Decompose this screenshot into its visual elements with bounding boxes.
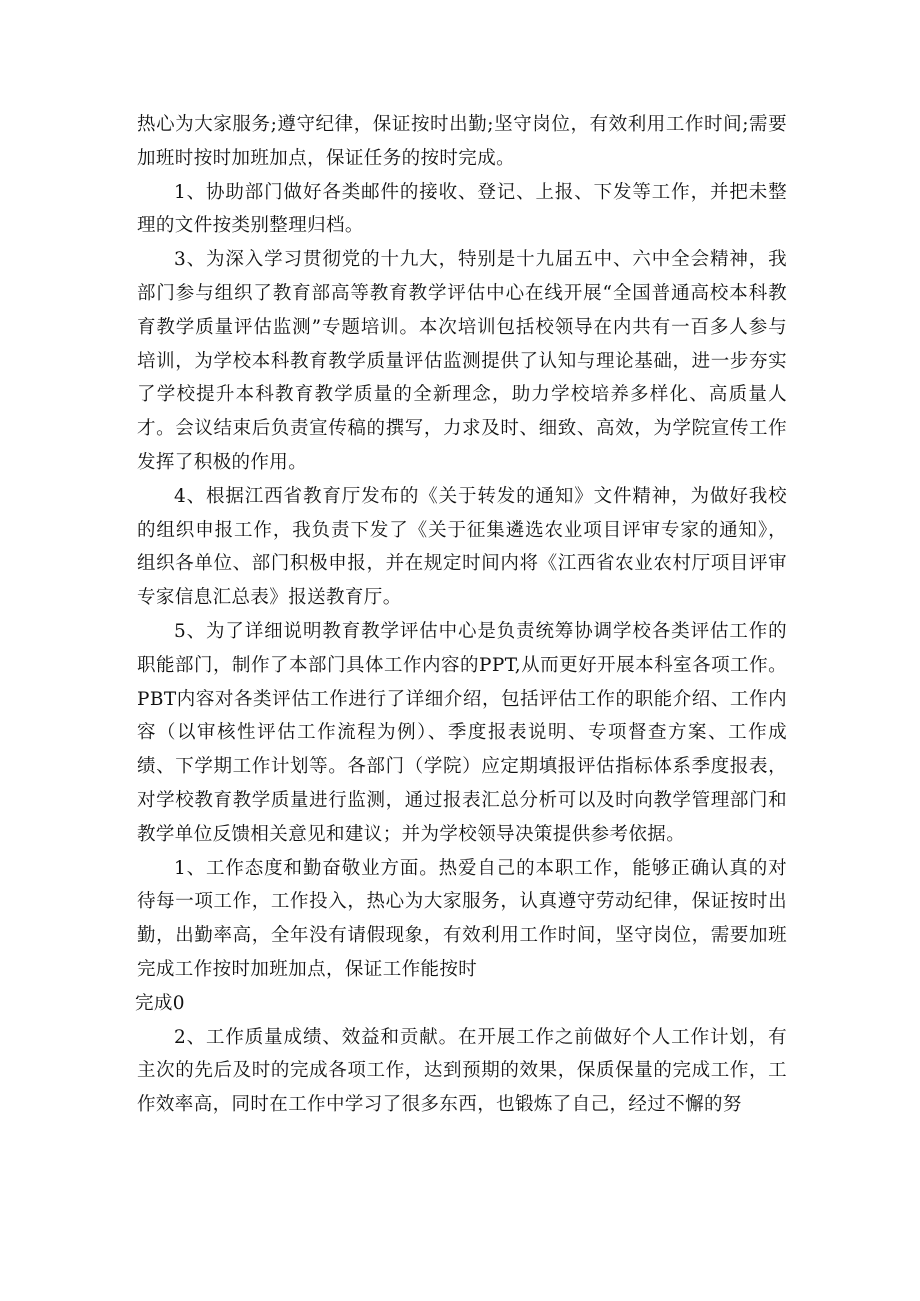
paragraph-item-expert-application: 4、根据江西省教育厅发布的《关于转发的通知》文件精神，为做好我校的组织申报工作，我负责下发了《关于征集遴选农业项目评审专家的通知》，组织各单位、部门积极申报，并在规定时间内将《江西省农业农村厅项目评审专家信息汇总表》报送教育厅。 — [137, 485, 787, 609]
paragraph-item-mail: 1、协助部门做好各类邮件的接收、登记、上报、下发等工作，并把未整理的文件按类别整理归档。 — [137, 181, 787, 237]
paragraph-item-training: 3、为深入学习贯彻党的十九大，特别是十九届五中、六中全会精神，我部门参与组织了教育部高等教育教学评估中心在线开展“全国普通高校本科教育教学质量评估监测”专题培训。本次培训包括校领导在内共有一百多人参与培训，为学校本科教育教学质量评估监测提供了认知与理论基础，进一步夯实了学校提升本科教育教学质量的全新理念，助力学校培养多样化、高质量人才。会议结束后负责宣传稿的撰写，力求及时、细致、高效，为学院宣传工作发挥了积极的作用。 — [137, 249, 787, 473]
paragraph-work-quality: 2、工作质量成绩、效益和贡献。在开展工作之前做好个人工作计划，有主次的先后及时的完成各项工作，达到预期的效果，保质保量的完成工作，工作效率高，同时在工作中学习了很多东西，也锻炼了自己，经过不懈的努 — [137, 1026, 787, 1116]
paragraph-intro: 热心为大家服务;遵守纪律，保证按时出勤;坚守岗位，有效利用工作时间;需要加班时按时加班加点，保证任务的按时完成。 — [137, 114, 787, 169]
paragraph-orphan-line: 完成0 — [135, 992, 185, 1014]
paragraph-work-attitude: 1、工作态度和勤奋敬业方面。热爱自己的本职工作，能够正确认真的对待每一项工作，工作投入，热心为大家服务，认真遵守劳动纪律，保证按时出勤，出勤率高，全年没有请假现象，有效利用工作时间，坚守岗位，需要加班完成工作按时加班加点，保证工作能按时 — [137, 857, 787, 980]
paragraph-item-ppt: 5、为了详细说明教育教学评估中心是负责统筹协调学校各类评估工作的职能部门，制作了本部门具体工作内容的PPT,从而更好开展本科室各项工作。PBT内容对各类评估工作进行了详细介绍，包括评估工作的职能介绍、工作内容（以审核性评估工作流程为例）、季度报表说明、专项督查方案、工作成绩、下学期工作计划等。各部门（学院）应定期填报评估指标体系季度报表，对学校教育教学质量进行监测，通过报表汇总分析可以及时向教学管理部门和教学单位反馈相关意见和建议；并为学校领导决策提供参考依据。 — [137, 620, 787, 845]
document-body — [137, 108, 787, 1122]
